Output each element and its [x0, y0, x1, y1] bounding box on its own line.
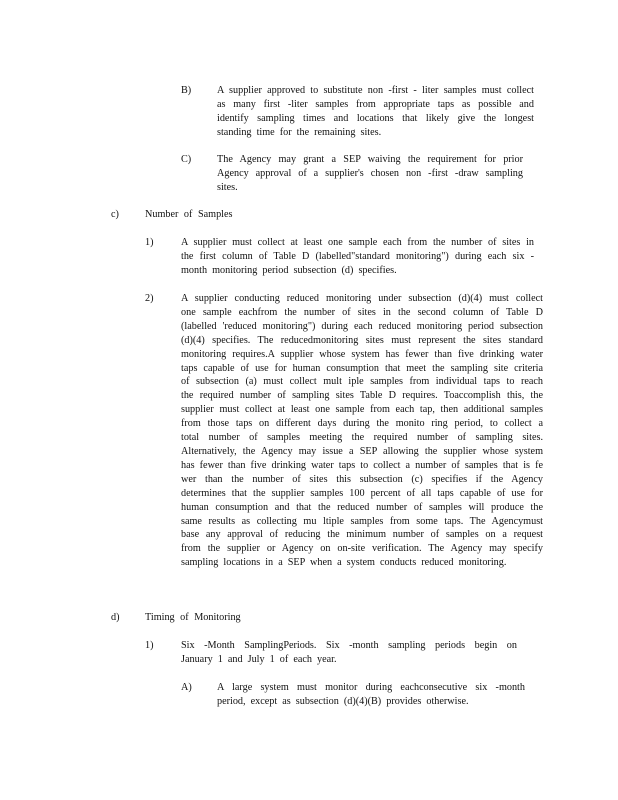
item-text-c1: A supplier must collect at least one sample each from the number of sites in the first column of Table D (labelled"standard monitoring") during each six -month monitoring period subsection (d) specifies.	[181, 237, 534, 276]
item-text-b: A supplier approved to substitute non -first - liter samples must collect as many first -liter samples from appropriate taps as possible and identify sampling times and locations that likely give the longest standing time for the remaining sites.	[217, 85, 534, 138]
item-text-d1: Six -Month SamplingPeriods. Six -month sampling periods begin on January 1 and July 1 of each year.	[181, 640, 517, 665]
item-text-da: A large system must monitor during eachconsecutive six -month period, except as subsection (d)(4)(B) provides otherwise.	[217, 682, 525, 707]
section-label-d: d)	[111, 612, 120, 623]
item-label-b: B)	[181, 85, 192, 96]
section-title-timing-of-monitoring: Timing of Monitoring	[145, 612, 241, 623]
item-text-c2: A supplier conducting reduced monitoring under subsection (d)(4) must collect one sample eachfrom the number of sites in the second column of Table D (labelled 'reduced monitoring") during each reduced monitoring period subsection (d)(4) specifies. The reducedmonitoring sites must represent the sites standard monitoring requires.A supplier whose system has fewer than five drinking water taps capable of use for human consumption that meet the sampling site criteria of subsection (a) must collect mult iple samples from individual taps to reach the required number of sampling sites Table D requires. Toaccomplish this, the supplier must collect at least one sample from each tap, then additional samples from those taps on different days during the monito ring period, to collect a total number of samples meeting the required number of sampling sites. Alternatively, the Agency may issue a SEP allowing the supplier whose system has fewer than five drinking water taps to collect a number of samples that is fe wer than the number of sites this subsection (c) specifies if the Agency determines that the supplier samples 100 percent of all taps capable of use for human consumption and that the reduced number of samples will produce the same results as collecting mu ltiple samples from some taps. The Agencymust base any approval of reducing the minimum number of samples on a request from the supplier or Agency on on-site verification. The Agency may specify sampling locations in a SEP when a system conducts reduced monitoring.	[181, 293, 543, 569]
section-title-number-of-samples: Number of Samples	[145, 209, 233, 220]
item-label-c2: 2)	[145, 293, 154, 304]
item-label-c1: 1)	[145, 237, 154, 248]
section-label-c: c)	[111, 209, 119, 220]
item-label-da: A)	[181, 682, 192, 693]
item-text-c: The Agency may grant a SEP waiving the requirement for prior Agency approval of a supplier's chosen non -first -draw sampling sites.	[217, 154, 523, 193]
item-label-c: C)	[181, 154, 192, 165]
item-label-d1: 1)	[145, 640, 154, 651]
